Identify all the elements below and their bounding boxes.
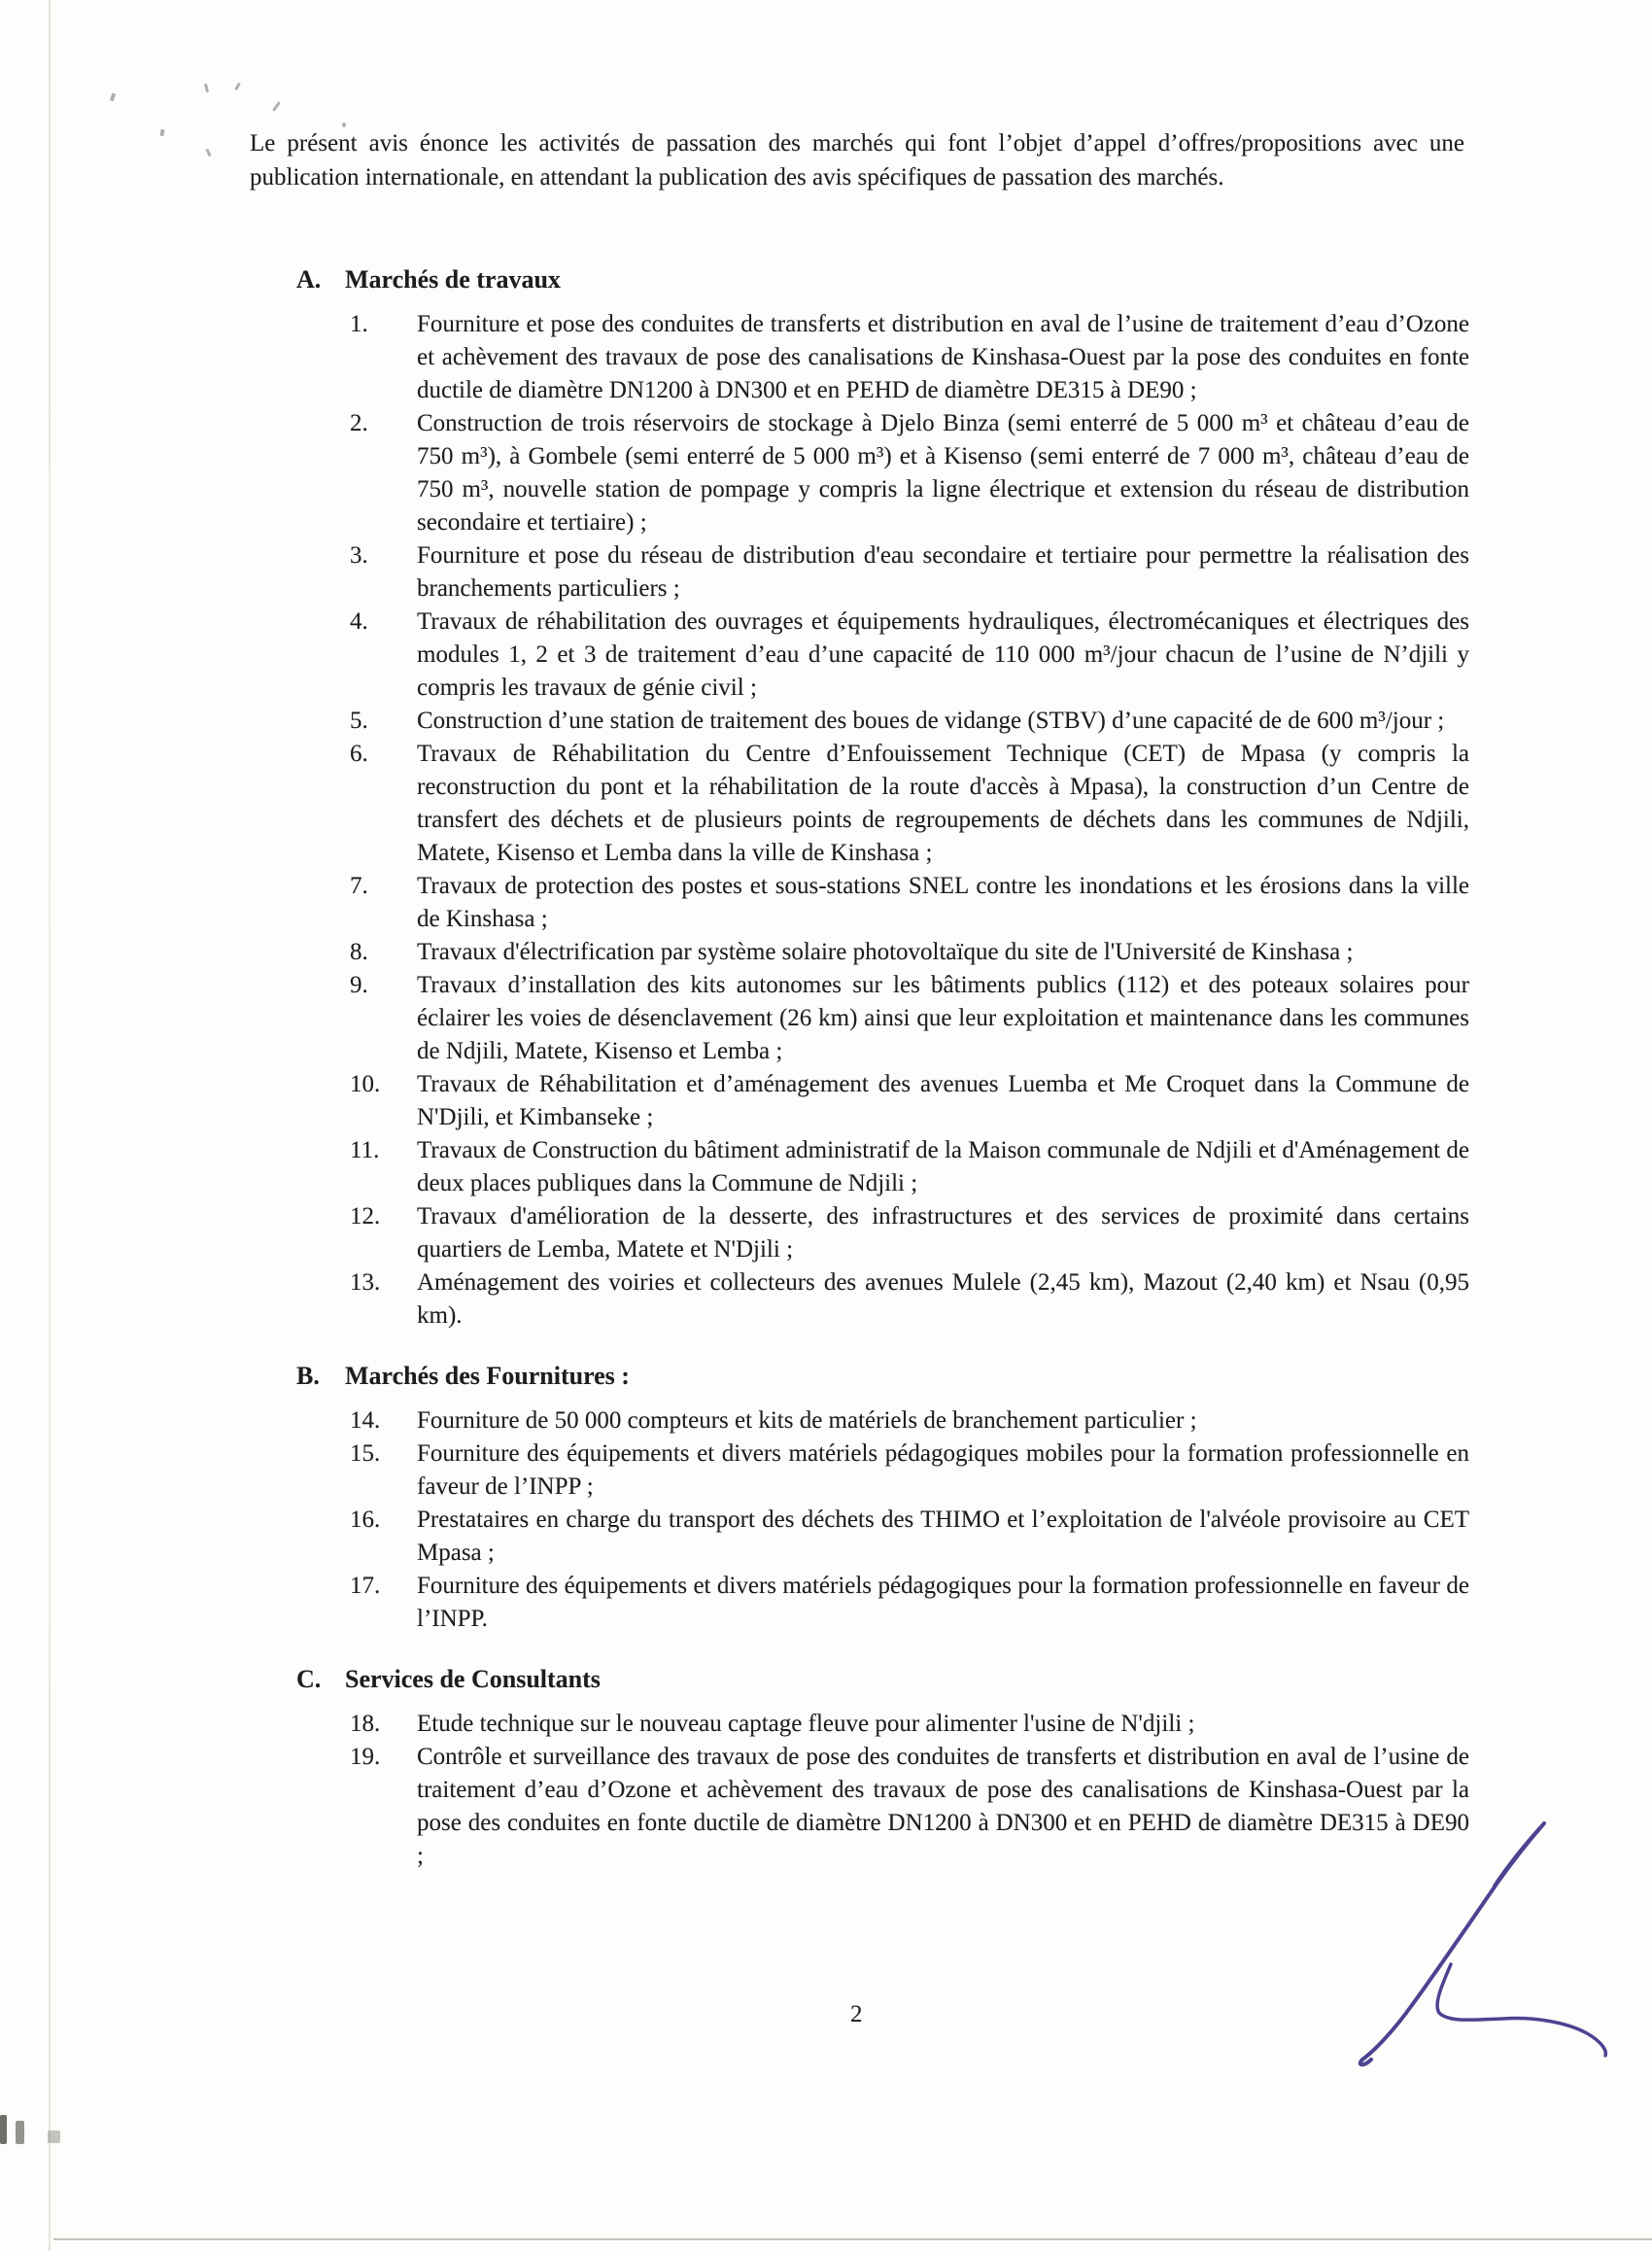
item-number: 2. bbox=[350, 410, 368, 436]
item-text: Travaux d’installation des kits autonomes sur les bâtiments publics (112) et des poteaux solaires pour éclairer les voies de désenclavement (26 km) ainsi que leur exploitation et maintenance dans les communes de Ndjili, Matete, Kisenso et Lemba ; bbox=[417, 972, 1469, 1064]
item-text: Construction d’une station de traitement des boues de vidange (STBV) d’une capacité de de 600 m³/jour ; bbox=[417, 708, 1445, 734]
section-heading bbox=[296, 1662, 1652, 1696]
item-text: Etude technique sur le nouveau captage fleuve pour alimenter l'usine de N'djili ; bbox=[417, 1711, 1195, 1737]
item-number: 3. bbox=[350, 542, 368, 569]
section-a bbox=[0, 262, 1652, 1333]
section-b bbox=[0, 1359, 1652, 1636]
list-item bbox=[350, 1134, 1469, 1200]
item-number: 9. bbox=[350, 972, 368, 998]
item-number: 10. bbox=[350, 1071, 381, 1097]
item-number: 19. bbox=[350, 1744, 381, 1770]
item-number: 1. bbox=[350, 311, 368, 337]
item-number: 13. bbox=[350, 1269, 381, 1296]
list-item bbox=[350, 1504, 1469, 1570]
item-text: Travaux de réhabilitation des ouvrages et équipements hydrauliques, électromécaniques et électriques des modules 1, 2 et 3 de traitement d’eau d’une capacité de 110 000 m³/jour chacun de l’usine de N’djili y compris les travaux de génie civil ; bbox=[417, 608, 1469, 701]
section-label: C. bbox=[296, 1665, 322, 1693]
signature-branch-stroke bbox=[1437, 1964, 1605, 2056]
item-text: Travaux de Construction du bâtiment administratif de la Maison communale de Ndjili et d'Aménagement de deux places publiques dans la Commune de Ndjili ; bbox=[417, 1137, 1469, 1196]
binder-mark bbox=[48, 2130, 60, 2143]
section-title: Services de Consultants bbox=[345, 1665, 601, 1693]
scan-speck bbox=[110, 93, 116, 102]
list-item bbox=[350, 308, 1469, 407]
item-text: Fourniture des équipements et divers matériels pédagogiques mobiles pour la formation professionnelle en faveur de l’INPP ; bbox=[417, 1440, 1469, 1500]
section-label: A. bbox=[296, 265, 322, 294]
section-items bbox=[350, 308, 1469, 1333]
item-number: 18. bbox=[350, 1711, 381, 1737]
item-text: Fourniture et pose du réseau de distribution d'eau secondaire et tertiaire pour permettre la réalisation des branchements particuliers ; bbox=[417, 542, 1469, 602]
item-number: 6. bbox=[350, 741, 368, 767]
section-heading bbox=[296, 262, 1652, 296]
list-item bbox=[350, 606, 1469, 705]
list-item bbox=[350, 539, 1469, 606]
list-item bbox=[350, 738, 1469, 870]
sections-container bbox=[0, 262, 1652, 1873]
page-number: 2 bbox=[850, 2001, 863, 2027]
scan-speck bbox=[272, 101, 281, 112]
item-text: Travaux de Réhabilitation et d’aménagement des avenues Luemba et Me Croquet dans la Commune de N'Djili, et Kimbanseke ; bbox=[417, 1071, 1469, 1130]
section-title: Marchés de travaux bbox=[345, 265, 561, 294]
scan-speck bbox=[205, 149, 211, 157]
section-label: B. bbox=[296, 1362, 320, 1390]
item-text: Travaux d'amélioration de la desserte, des infrastructures et des services de proximité dans certains quartiers de Lemba, Matete et N'Djili ; bbox=[417, 1203, 1469, 1263]
item-number: 14. bbox=[350, 1407, 381, 1434]
item-text: Travaux de Réhabilitation du Centre d’Enfouissement Technique (CET) de Mpasa (y compris la reconstruction du pont et la réhabilitation de la route d'accès à Mpasa), la construction d’un Centre de transfert des déchets et de plusieurs points de regroupements de déchets dans les communes de Ndjili, Matete, Kisenso et Lemba dans la ville de Kinshasa ; bbox=[417, 741, 1469, 866]
item-text: Aménagement des voiries et collecteurs des avenues Mulele (2,45 km), Mazout (2,40 km) et Nsau (0,95 km). bbox=[417, 1269, 1469, 1329]
section-title: Marchés des Fournitures : bbox=[345, 1362, 630, 1390]
item-text: Travaux de protection des postes et sous-stations SNEL contre les inondations et les érosions dans la ville de Kinshasa ; bbox=[417, 873, 1469, 932]
item-text: Fourniture de 50 000 compteurs et kits de matériels de branchement particulier ; bbox=[417, 1407, 1197, 1434]
item-number: 17. bbox=[350, 1573, 381, 1599]
item-text: Fourniture des équipements et divers matériels pédagogiques pour la formation professionnelle en faveur de l’INPP. bbox=[417, 1573, 1469, 1632]
item-text: Construction de trois réservoirs de stockage à Djelo Binza (semi enterré de 5 000 m³ et château d’eau de 750 m³), à Gombele (semi enterré de 5 000 m³) et à Kisenso (semi enterré de 7 000 m³, château d’eau de 750 m³, nouvelle station de pompage y compris la ligne électrique et extension du réseau de distribution secondaire et tertiaire) ; bbox=[417, 410, 1469, 536]
list-item bbox=[350, 1404, 1469, 1437]
list-item bbox=[350, 1266, 1469, 1333]
item-number: 11. bbox=[350, 1137, 380, 1163]
list-item bbox=[350, 1708, 1469, 1741]
binder-mark bbox=[0, 2115, 7, 2144]
intro-paragraph: Le présent avis énonce les activités de passation des marchés qui font l’objet d’appel d’offres/propositions avec une publication internationale, en attendant la publication des avis spécifiques de passation des marchés. bbox=[250, 130, 1464, 190]
list-item bbox=[350, 1741, 1469, 1873]
scan-edge-line-bottom bbox=[53, 2238, 1652, 2240]
list-item bbox=[350, 1200, 1469, 1266]
item-number: 4. bbox=[350, 608, 368, 635]
list-item bbox=[350, 870, 1469, 936]
list-item bbox=[350, 936, 1469, 969]
item-number: 16. bbox=[350, 1506, 381, 1533]
binder-mark bbox=[16, 2121, 24, 2144]
list-item bbox=[350, 1570, 1469, 1636]
section-items bbox=[350, 1404, 1469, 1636]
item-number: 5. bbox=[350, 708, 368, 734]
item-text: Contrôle et surveillance des travaux de pose des conduites de transferts et distribution en aval de l’usine de traitement d’eau d’Ozone et achèvement des travaux de pose des canalisations de Kinshasa-Ouest par la pose des conduites en fonte ductile de diamètre DN1200 à DN300 et en PEHD de diamètre DE315 à DE90 ; bbox=[417, 1744, 1469, 1869]
scan-speck bbox=[234, 83, 241, 90]
list-item bbox=[350, 407, 1469, 539]
scan-speck bbox=[159, 129, 164, 137]
scan-speck bbox=[204, 84, 209, 92]
item-number: 7. bbox=[350, 873, 368, 899]
list-item bbox=[350, 969, 1469, 1068]
section-items bbox=[350, 1708, 1469, 1873]
item-number: 15. bbox=[350, 1440, 381, 1467]
list-item bbox=[350, 1437, 1469, 1504]
section-c bbox=[0, 1662, 1652, 1873]
item-text: Prestataires en charge du transport des déchets des THIMO et l’exploitation de l'alvéole provisoire au CET Mpasa ; bbox=[417, 1506, 1469, 1566]
item-number: 12. bbox=[350, 1203, 381, 1229]
list-item bbox=[350, 705, 1469, 738]
section-heading bbox=[296, 1359, 1652, 1393]
item-number: 8. bbox=[350, 939, 368, 965]
item-text: Travaux d'électrification par système solaire photovoltaïque du site de l'Université de Kinshasa ; bbox=[417, 939, 1354, 965]
list-item bbox=[350, 1068, 1469, 1134]
item-text: Fourniture et pose des conduites de transferts et distribution en aval de l’usine de traitement d’eau d’Ozone et achèvement des travaux de pose des canalisations de Kinshasa-Ouest par la pose des conduites en fonte ductile de diamètre DN1200 à DN300 et en PEHD de diamètre DE315 à DE90 ; bbox=[417, 311, 1469, 403]
